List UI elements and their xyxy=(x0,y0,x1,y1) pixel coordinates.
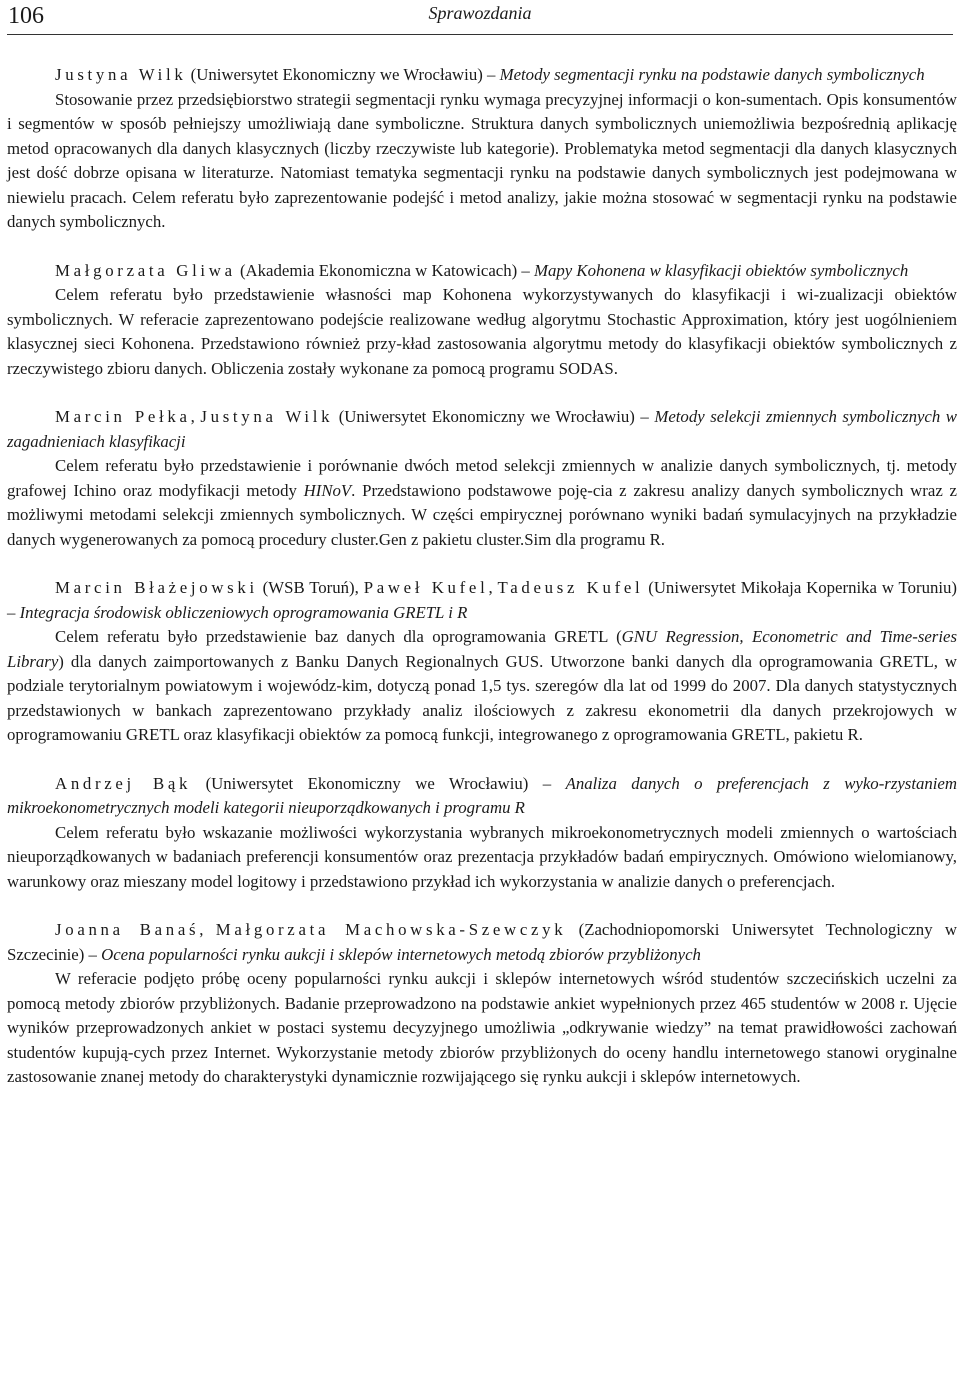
author-name: Justyna Wilk xyxy=(55,65,187,84)
entry-heading xyxy=(7,918,957,967)
entry-abstract: Stosowanie przez przedsiębiorstwo strategii segmentacji rynku wymaga precyzyjnej informacji o kon-sumentach. Opis konsumentów i segmentów w sposób pełniejszy umożliwiają dane symboliczne. Struktura danych symbolicznych uniemożliwia bezpośrednią aplikację metod opracowanych dla danych klasycznych (liczby rzeczywiste lub kategorie). Problematyka metod segmentacji dla danych klasycznych jest dość dobrze opisana w literaturze. Natomiast tematyka segmentacji rynku na podstawie danych symbolicznych jest podejmowana w niewielu pracach. Celem referatu było zaprezentowanie podejść i metod analizy, jakie można stosować w segmentacji rynku na podstawie danych symbolicznych. xyxy=(7,89,957,231)
author-name: Justyna Wilk xyxy=(200,407,334,426)
author-affiliation: (Akademia Ekonomiczna w Katowicach) – xyxy=(235,260,534,280)
author-name: Małgorzata Gliwa xyxy=(55,260,236,280)
entry-abstract xyxy=(7,625,957,748)
author-affiliation: (Uniwersytet Ekonomiczny we Wrocławiu) – xyxy=(191,773,566,793)
report-entry xyxy=(7,772,957,895)
author-name: Paweł Kufel xyxy=(363,578,489,597)
report-entry xyxy=(7,576,957,748)
entry-abstract: Celem referatu było wskazanie możliwości wykorzystania wybranych mikroekonometrycznych modeli zmiennych o wartościach nieuporządkowanych w badaniach preferencji konsumentów oraz prezentacja przykładów badań empirycznych. Omówiono wielomianowy, warunkowy oraz mieszany model logitowy i przedstawiono przykład ich wykorzystania w analizie danych o preferencjach. xyxy=(7,822,957,891)
author-name: Marcin Błażejowski xyxy=(55,578,258,597)
entry-heading xyxy=(7,259,957,284)
abstract-text: ) dla danych zaimportowanych z Banku Danych Regionalnych GUS. Utworzone banki danych dla oprogramowania GRETL, w podziale terytorialnym powiatowym i wojewódz-kim, dotyczą ponad 1,5 tys. szeregów dla lat od 1999 do 2007. Dla danych statystycznych przedstawionych w bankach zaprezentowano przykłady analiz ilościowych z zakresu ekonometrii dla danych przekrojowych w oprogramowaniu GRETL oraz klasyfikacji obiektów za pomocą funkcji, integrowanego z oprogramowania GRETL, pakietu R. xyxy=(7,651,957,744)
abstract-text: Celem referatu było przedstawienie baz danych dla oprogramowania GRETL ( xyxy=(55,627,622,646)
page-number: 106 xyxy=(8,3,44,29)
abstract-text: Celem referatu było przedstawienie i porównanie dwóch metod selekcji zmiennych w analizie danych symbolicznych, tj. metody grafowej Ichino oraz modyfikacji metody xyxy=(7,456,957,500)
author-name: Joanna Banaś xyxy=(55,920,200,939)
report-entry xyxy=(7,405,957,552)
software-name: GNU Regression, Econometric and Time-series Library xyxy=(7,627,957,671)
report-entries xyxy=(7,63,957,1114)
author-separator: (WSB Toruń), xyxy=(257,578,364,597)
entry-heading xyxy=(7,576,957,625)
report-entry xyxy=(7,63,957,235)
entry-heading xyxy=(7,405,957,454)
author-separator: , xyxy=(190,407,201,426)
paper-title: Ocena popularności rynku aukcji i sklepów internetowych metodą zbiorów przybliżonych xyxy=(101,944,701,964)
author-name: Tadeusz Kufel xyxy=(497,578,644,597)
author-affiliation: (Uniwersytet Mikołaja Kopernika w Toruniu) – xyxy=(7,578,958,622)
abstract-text: . Przedstawiono podstawowe poję-cia z zakresu analizy danych symbolicznych wraz z możliwymi metodami selekcji zmiennych symbolicznych. W części empirycznej porównano wyniki badań symulacyjnych na przykładzie danych wygenerowanych za pomocą procedury cluster.Gen z pakietu cluster.Sim dla programu R. xyxy=(7,480,957,549)
paper-title: Metody segmentacji rynku na podstawie danych symbolicznych xyxy=(499,65,925,84)
running-head: Sprawozdania xyxy=(428,3,532,23)
paper-title: Mapy Kohonena w klasyfikacji obiektów symbolicznych xyxy=(534,260,909,280)
entry-heading xyxy=(7,63,957,88)
author-name: Małgorzata Machowska-Szewczyk xyxy=(215,920,567,939)
author-affiliation: (Uniwersytet Ekonomiczny we Wrocławiu) – xyxy=(186,65,500,84)
entry-abstract: Celem referatu było przedstawienie własności map Kohonena wykorzystywanych do klasyfikacji i wi-zualizacji obiektów symbolicznych. W referacie zaprezentowano podejście realizowane według algorytmu Stochastic Approximation, który jest uogólnieniem klasycznej sieci Kohonena. Przedstawiono również przy-kład zastosowania algorytmu metody do klasyfikacji obiektów symbolicznych z rzeczywistego zbioru danych. Obliczenia zostały wykonane za pomocą programu SODAS. xyxy=(7,285,957,378)
author-name: Marcin Pełka xyxy=(55,407,191,426)
author-affiliation: (Zachodniopomorski Uniwersytet Technologiczny w Szczecinie) – xyxy=(7,920,957,964)
author-name: Andrzej Bąk xyxy=(55,773,192,793)
entry-abstract xyxy=(7,454,957,552)
page-header xyxy=(7,0,953,35)
entry-abstract: W referacie podjęto próbę oceny popularności rynku aukcji i sklepów internetowych wśród studentów szczecińskich uczelni za pomocą metody zbiorów przybliżonych. Badanie przeprowadzono na podstawie ankiet wypełnionych przez 465 studentów w 2008 r. Ujęcie wyników przeprowadzonych ankiet w postaci systemu decyzyjnego umożliwia „odkrywanie wiedzy” na temat prawidłowości zachowań studentów kupują-cych przez Internet. Wykorzystanie metody zbiorów przybliżonych do oceny handlu internetowego stanowi oryginalne zastosowanie znanej metody do charakterystyki dynamicznie rozwijającego się rynku aukcji i sklepów internetowych. xyxy=(7,969,957,1086)
paper-title: Metody selekcji zmiennych symbolicznych w zagadnieniach klasyfikacji xyxy=(7,407,957,451)
method-name: HINoV xyxy=(303,480,352,500)
paper-title: Analiza danych o preferencjach z wyko-rzystaniem mikroekonometrycznych modeli kategorii nieuporządkowanych i programu R xyxy=(7,773,957,817)
entry-heading xyxy=(7,772,957,821)
report-entry xyxy=(7,918,957,1090)
author-separator: , xyxy=(199,920,216,939)
author-affiliation: (Uniwersytet Ekonomiczny we Wrocławiu) – xyxy=(333,407,655,426)
paper-title: Integracja środowisk obliczeniowych oprogramowania GRETL i R xyxy=(19,602,468,622)
report-entry xyxy=(7,259,957,382)
author-separator: , xyxy=(488,578,498,597)
